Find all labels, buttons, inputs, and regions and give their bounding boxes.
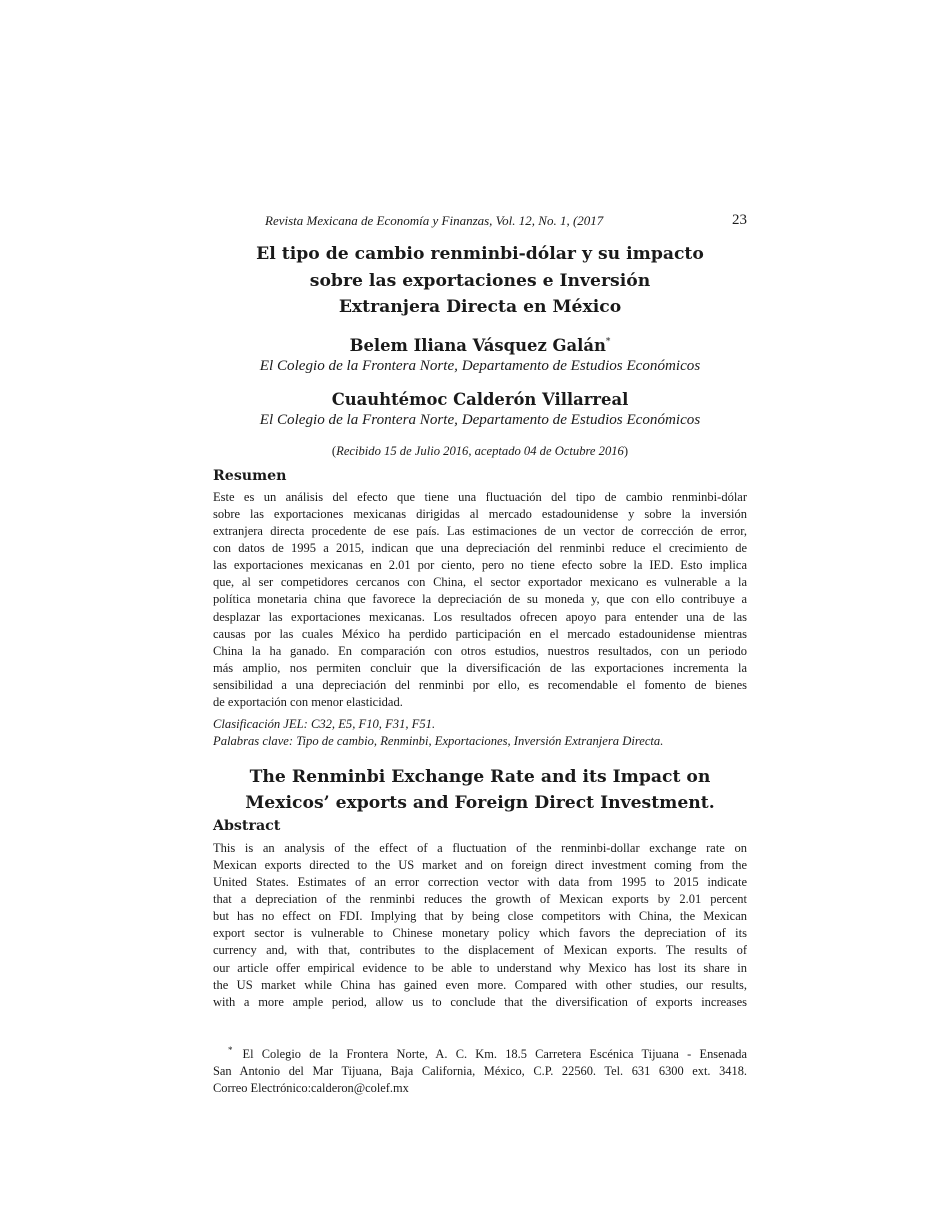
resumen-body bbox=[213, 489, 747, 712]
text-line: This is an analysis of the effect of a fluctuation of the renminbi-dollar exchange rate on bbox=[213, 840, 747, 855]
text-line: con datos de 1995 a 2015, indican que una depreciación del renminbi reduce el crecimiento de bbox=[213, 540, 747, 555]
text-line: our article offer empirical evidence to be able to understand why Mexico has lost its share in bbox=[213, 960, 747, 975]
text-line: export sector is vulnerable to Chinese monetary policy which favors the depreciation of its bbox=[213, 926, 747, 941]
title-english-line: The Renminbi Exchange Rate and its Impact on bbox=[249, 766, 711, 787]
text-line: the US market while China has gained even more. Compared with other studies, our results, bbox=[213, 977, 747, 992]
footnote-line: Correo Electrónico:calderon@colef.mx bbox=[213, 1081, 409, 1096]
received-dates: (Recibido 15 de Julio 2016, aceptado 04 de Octubre 2016) bbox=[331, 443, 629, 458]
title-spanish-line: sobre las exportaciones e Inversión bbox=[309, 270, 651, 291]
abstract-body bbox=[213, 840, 747, 1012]
footnote-mark: * bbox=[228, 1045, 233, 1055]
article-first-page bbox=[213, 212, 747, 1011]
text-line: that a depreciation of the renminbi reduces the growth of Mexican exports by 2.01 percent bbox=[213, 892, 747, 906]
journal-citation: Revista Mexicana de Economía y Finanzas, Vol. 12, No. 1, (2017 bbox=[265, 213, 604, 228]
text-line: política monetaria china que favorece la depreciación de su moneda y, que con ello contribuye a bbox=[213, 592, 747, 607]
text-line: de exportación con menor elasticidad. bbox=[213, 695, 403, 710]
text-line: Este es un análisis del efecto que tiene una fluctuación del tipo de cambio renminbi-dólar bbox=[213, 489, 747, 504]
text-line: sobre las exportaciones mexicanas dirigidas al mercado estadounidense y sobre la inversión bbox=[213, 506, 747, 521]
text-line: China la ha ganado. En comparación con otros estudios, nuestros resultados, con un periodo bbox=[213, 643, 747, 658]
text-line: Mexican exports directed to the US market and on foreign direct investment coming from the bbox=[213, 857, 747, 872]
keywords: Palabras clave: Tipo de cambio, Renminbi, Exportaciones, Inversión Extranjera Directa. bbox=[213, 733, 664, 748]
text-line: but has no effect on FDI. Implying that by being close competitors with China, the Mexican bbox=[213, 909, 747, 924]
text-line: las exportaciones mexicanas en 2.01 por ciento, pero no tiene efecto sobre la IED. Esto implica bbox=[213, 558, 747, 573]
jel-classification: Clasificación JEL: C32, E5, F10, F31, F51. bbox=[213, 716, 436, 731]
footnote-line: * El Colegio de la Frontera Norte, A. C. Km. 18.5 Carretera Escénica Tijuana - Ensenada bbox=[228, 1045, 747, 1061]
text-line: with a more ample period, allow us to conclude that the diversification of exports increases bbox=[213, 994, 747, 1009]
title-spanish-line: El tipo de cambio renminbi-dólar y su impacto bbox=[256, 244, 704, 264]
text-line: currency and, with that, contributes to the displacement of Mexican exports. The results of bbox=[213, 943, 747, 958]
footnote bbox=[213, 1042, 747, 1098]
text-line: que, al ser competidores cercanos con China, el sector exportador mexicano es vulnerable a la bbox=[213, 575, 747, 590]
text-line: sensibilidad a una depreciación del renminbi por ello, es recomendable el fomento de bienes bbox=[213, 678, 747, 693]
author-name: Belem Iliana Vásquez Galán bbox=[349, 335, 606, 355]
text-line: causas por las cuales México ha perdido participación en el mercado estadounidense mientras bbox=[213, 626, 747, 641]
title-english-line: Mexicos’ exports and Foreign Direct Investment. bbox=[245, 793, 715, 814]
author-2-affiliation: El Colegio de la Frontera Norte, Departamento de Estudios Económicos bbox=[259, 411, 701, 428]
text-line: más amplio, nos permiten concluir que la diversificación de las exportaciones incrementa la bbox=[213, 661, 747, 676]
title-english bbox=[213, 764, 747, 817]
title-spanish-line: Extranjera Directa en México bbox=[338, 297, 622, 317]
author-1-name bbox=[213, 331, 747, 357]
text-line: extranjera directa procedente de ese país. Las estimaciones de un vector de corrección de error, bbox=[213, 523, 747, 538]
title-spanish bbox=[213, 241, 747, 321]
running-header bbox=[213, 212, 747, 234]
page-number: 23 bbox=[732, 212, 747, 228]
author-2-name: Cuauhtémoc Calderón Villarreal bbox=[331, 389, 629, 409]
abstract-heading: Abstract bbox=[213, 817, 281, 834]
footnote-mark: * bbox=[605, 336, 611, 347]
author-1-affiliation: El Colegio de la Frontera Norte, Departamento de Estudios Económicos bbox=[259, 357, 701, 374]
resumen-heading: Resumen bbox=[213, 467, 287, 484]
text-line: desplazar las exportaciones mexicanas. Los resultados ofrecen apoyo para entender una de las bbox=[213, 609, 747, 624]
text-line: United States. Estimates of an error correction vector with data from 1995 to 2015 indicate bbox=[213, 874, 747, 889]
footnote-line: San Antonio del Mar Tijuana, Baja California, México, C.P. 22560. Tel. 631 6300 ext. 3418. bbox=[213, 1064, 747, 1079]
